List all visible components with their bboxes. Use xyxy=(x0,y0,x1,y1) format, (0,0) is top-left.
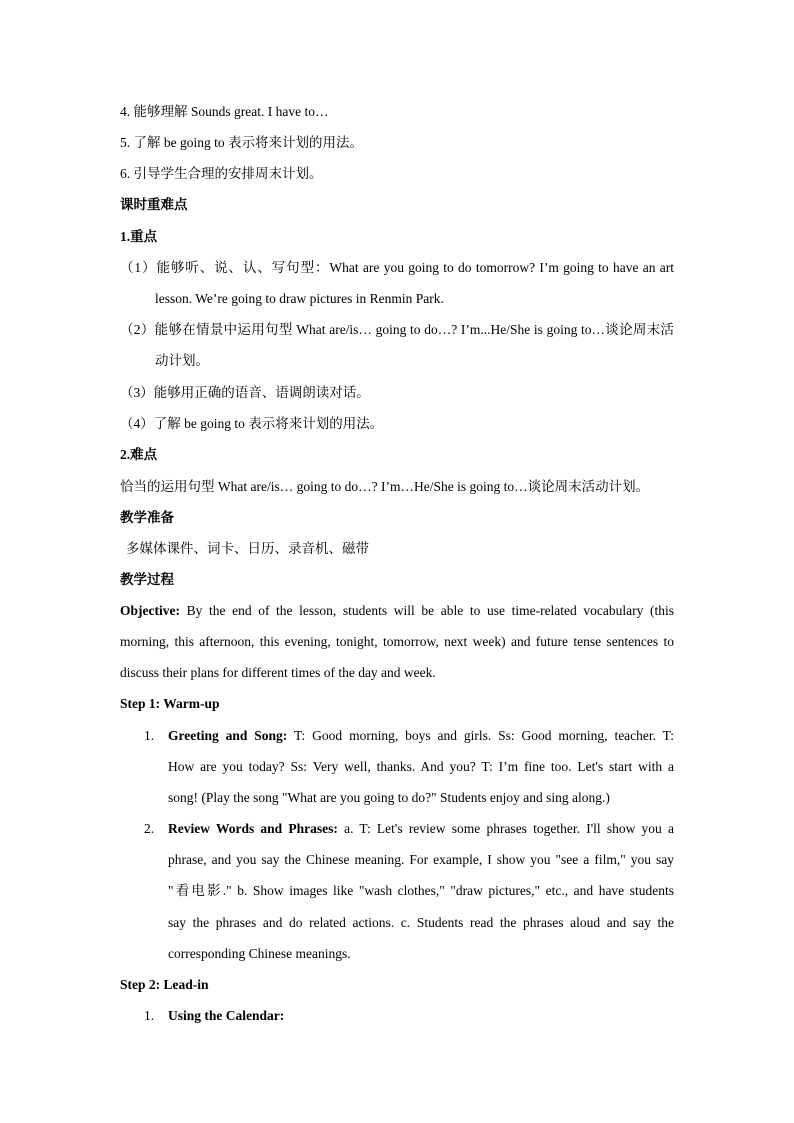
objective-line-1 xyxy=(120,601,674,621)
step1-item-2-line-3: "看电影." b. Show images like "wash clothes," "draw pictures," etc., and have students xyxy=(168,883,674,898)
objective-line-3: discuss their plans for different times of the day and week. xyxy=(120,665,436,680)
objective-text-1: By the end of the lesson, students will be able to use time-related vocabulary (this xyxy=(179,603,674,618)
step1-item-2-line-5: corresponding Chinese meanings. xyxy=(168,946,351,961)
review-words-text-1: a. T: Let's review some phrases together. I'll show you a xyxy=(337,821,674,836)
step2-heading: Step 2: Lead-in xyxy=(120,977,209,992)
step1-item-2-number: 2. xyxy=(144,821,155,836)
process-heading: 教学过程 xyxy=(120,572,174,587)
review-words-label: Review Words and Phrases: xyxy=(168,821,338,836)
greeting-song-text-1: T: Good morning, boys and girls. Ss: Good morning, teacher. T: xyxy=(287,728,675,743)
prep-heading: 教学准备 xyxy=(120,510,174,525)
objective-label: Objective: xyxy=(120,603,180,618)
focus-point-1-line-2: lesson. We’re going to draw pictures in Renmin Park. xyxy=(155,291,444,306)
objective-item-4: 4. 能够理解 Sounds great. I have to… xyxy=(120,104,329,119)
step1-item-2-line-2: phrase, and you say the Chinese meaning. For example, I show you "see a film," you say xyxy=(168,852,674,867)
step1-item-1-line-2: How are you today? Ss: Very well, thanks. And you? T: I’m fine too. Let's start with a xyxy=(168,759,674,774)
focus-point-4: （4）了解 be going to 表示将来计划的用法。 xyxy=(120,416,384,431)
focus-point-3: （3）能够用正确的语音、语调朗读对话。 xyxy=(120,385,370,400)
step1-item-1-line-3: song! (Play the song "What are you going to do?" Students enjoy and sing along.) xyxy=(168,790,610,805)
focus-point-1-line-1: （1）能够听、说、认、写句型：What are you going to do tomorrow? I’m going to have an art xyxy=(120,260,674,275)
objective-item-5: 5. 了解 be going to 表示将来计划的用法。 xyxy=(120,135,363,150)
using-calendar-label: Using the Calendar: xyxy=(168,1008,285,1023)
prep-text: 多媒体课件、词卡、日历、录音机、磁带 xyxy=(126,541,369,556)
key-points-heading: 课时重难点 xyxy=(120,197,188,212)
step1-item-2-line-4: say the phrases and do related actions. c. Students read the phrases aloud and say the xyxy=(168,915,674,930)
difficulty-heading: 2.难点 xyxy=(120,447,158,462)
focus-point-2-line-1: （2）能够在情景中运用句型 What are/is… going to do…? I’m...He/She is going to…谈论周末活 xyxy=(120,322,674,337)
step1-item-2-line-1 xyxy=(168,819,674,839)
objective-item-6: 6. 引导学生合理的安排周末计划。 xyxy=(120,166,323,181)
difficulty-text: 恰当的运用句型 What are/is… going to do…? I’m…He/She is going to…谈论周末活动计划。 xyxy=(120,479,650,494)
focus-heading: 1.重点 xyxy=(120,229,158,244)
step1-item-1-number: 1. xyxy=(144,728,155,743)
step1-heading: Step 1: Warm-up xyxy=(120,696,220,711)
focus-point-2-line-2: 动计划。 xyxy=(155,353,209,368)
objective-line-2: morning, this afternoon, this evening, tonight, tomorrow, next week) and future tense sentences to xyxy=(120,634,674,649)
step2-item-1-number: 1. xyxy=(144,1008,155,1023)
greeting-song-label: Greeting and Song: xyxy=(168,728,288,743)
step1-item-1-line-1 xyxy=(168,726,674,746)
